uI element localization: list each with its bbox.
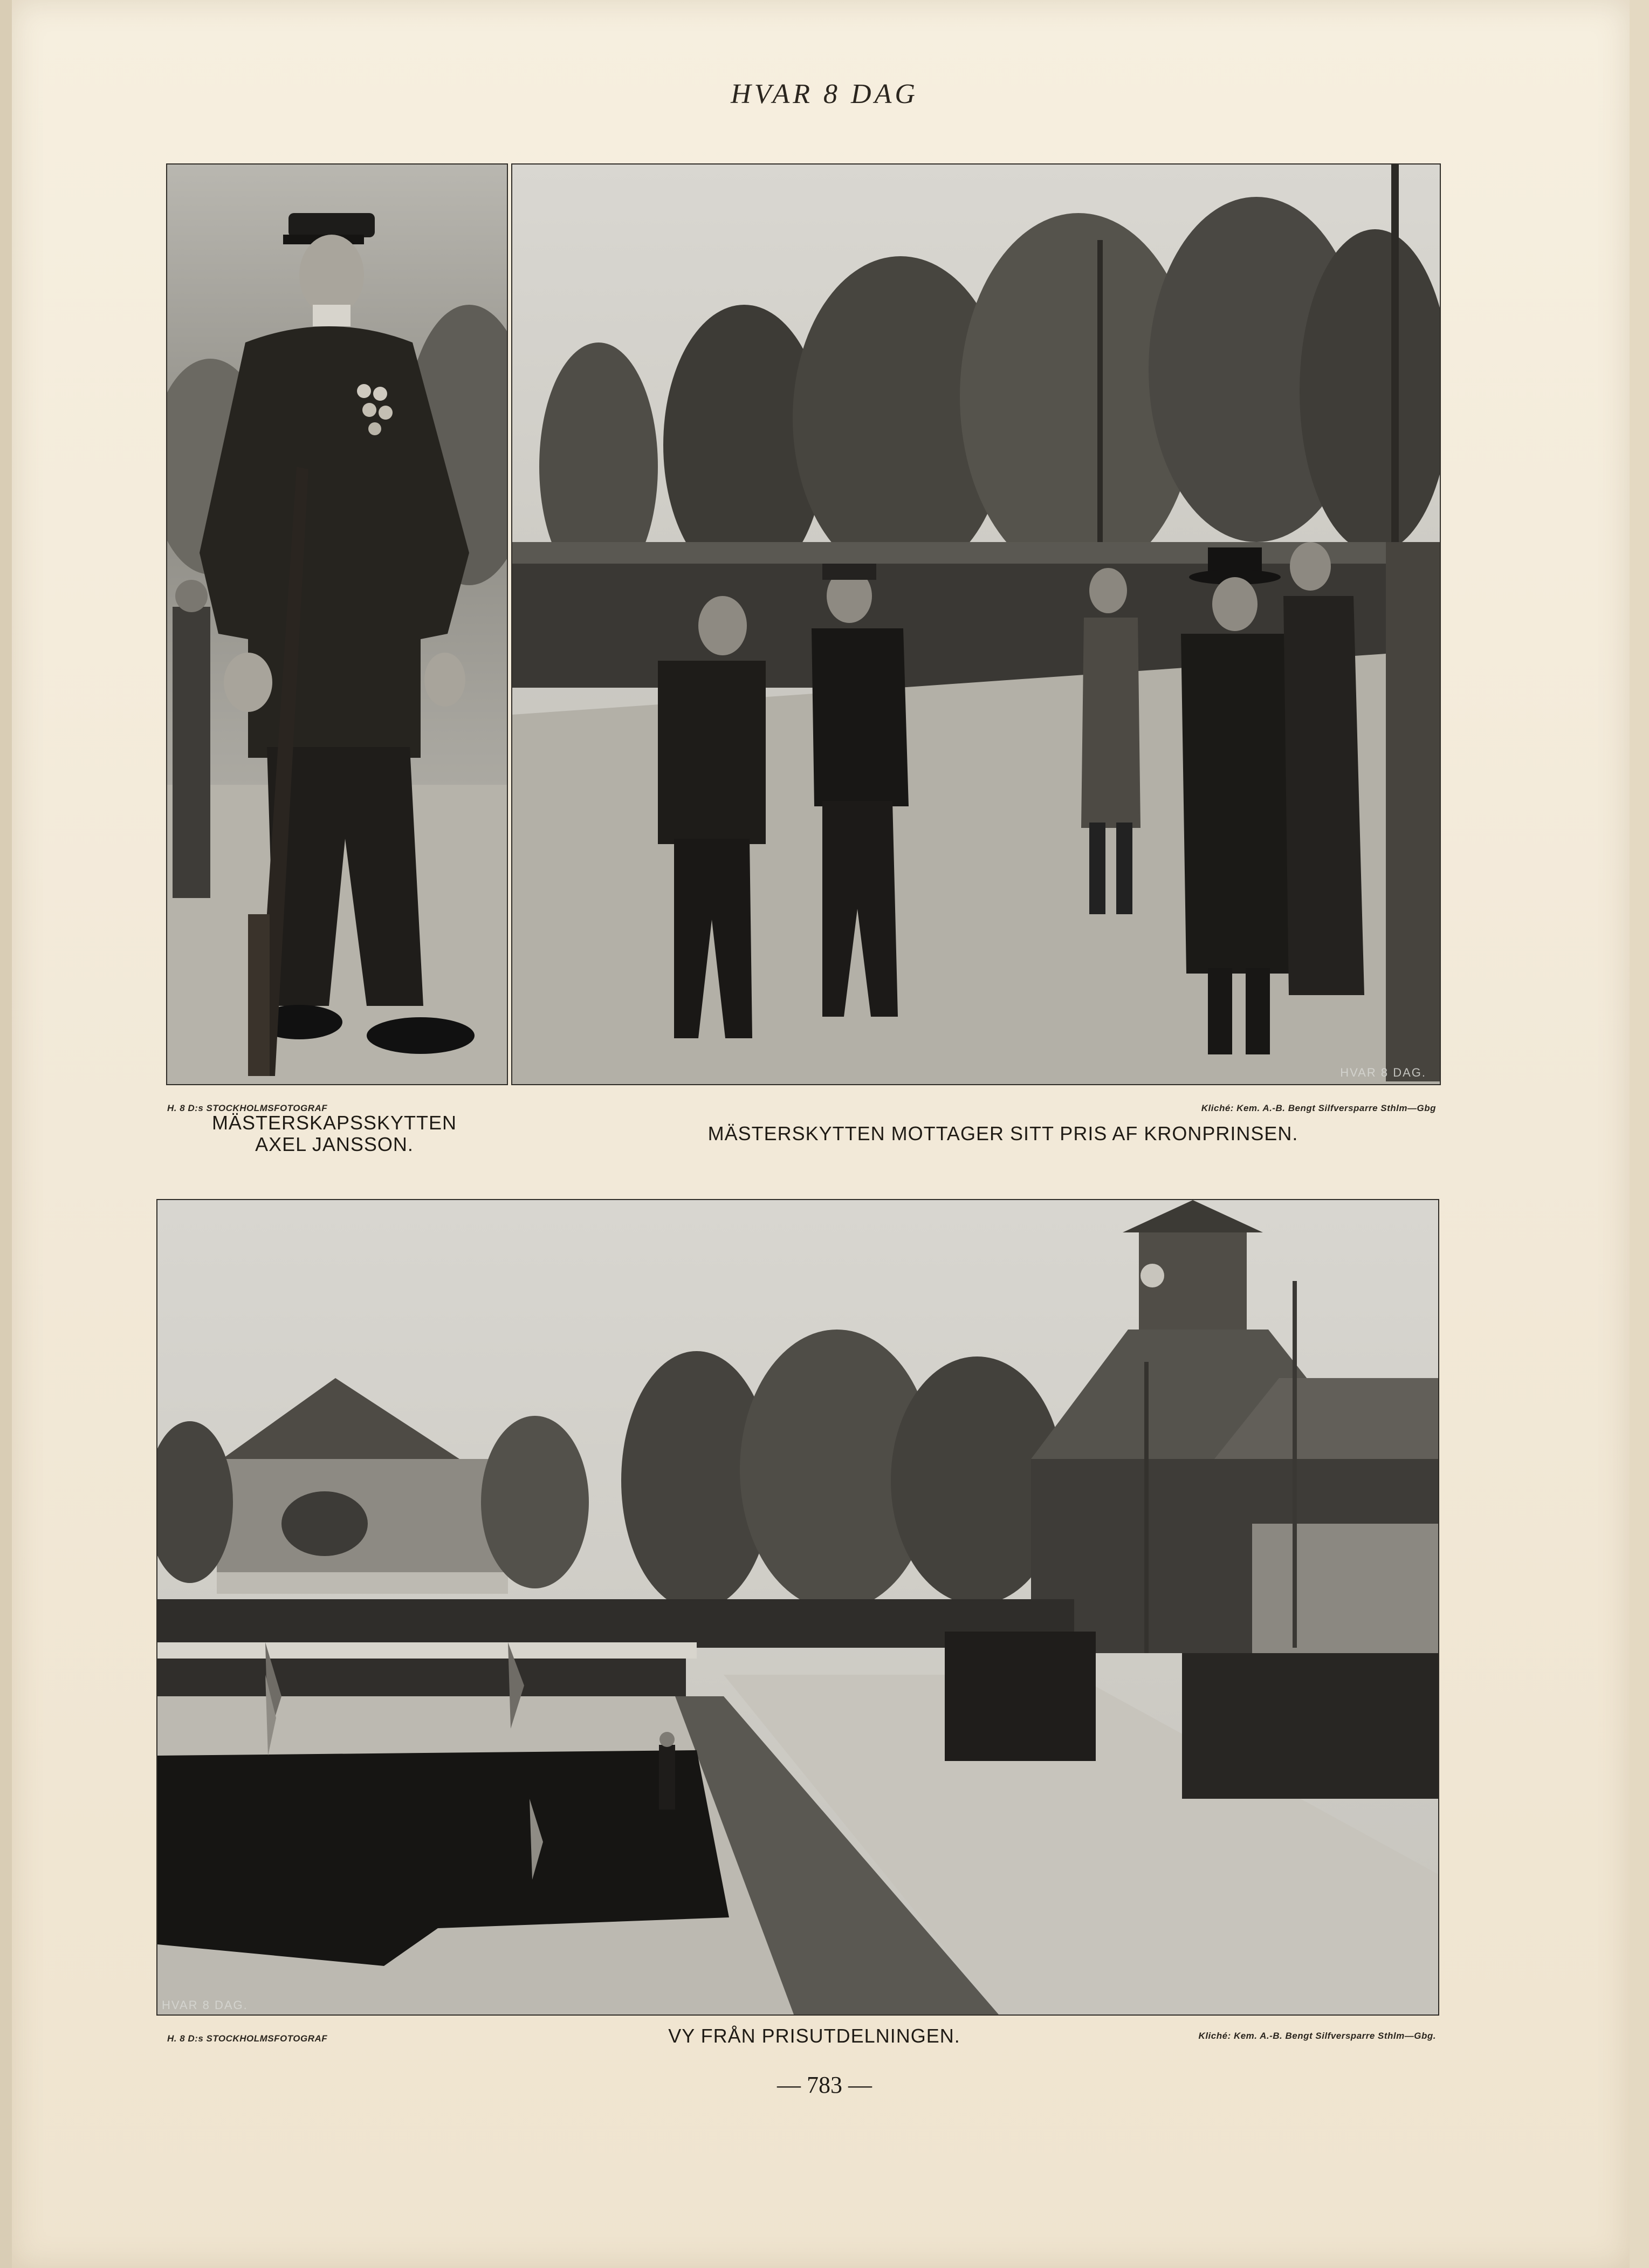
page-number: — 783 — <box>777 2072 872 2098</box>
page-edge-right <box>1630 0 1649 2268</box>
photo-prize-handover <box>512 165 1440 1084</box>
photo-marksman-portrait <box>167 165 507 1084</box>
caption-award-ceremony-view: VY FRÅN PRISUTDELNINGEN. <box>668 2025 960 2047</box>
photo-credit: H. 8 D:s STOCKHOLMSFOTOGRAF <box>167 2033 328 2044</box>
photo-credit: H. 8 D:s STOCKHOLMSFOTOGRAF <box>167 1103 328 1113</box>
photo-watermark: HVAR 8 DAG. <box>1340 1066 1426 1079</box>
caption-prize-handover: MÄSTERSKYTTEN MOTTAGER SITT PRIS AF KRONPRINSEN. <box>707 1122 1298 1145</box>
caption-marksman-name <box>156 1112 512 1155</box>
page-edge-left <box>0 0 12 2268</box>
photo-watermark: HVAR 8 DAG. <box>162 1998 248 2012</box>
photo-credit: Kliché: Kem. A.-B. Bengt Silfversparre Sthlm—Gbg. <box>1198 2031 1436 2041</box>
caption-line-1: MÄSTERSKAPSSKYTTEN <box>211 1112 457 1134</box>
photo-award-ceremony-view <box>157 1200 1438 2015</box>
running-head: HVAR 8 DAG <box>731 79 918 109</box>
photo-credit: Kliché: Kem. A.-B. Bengt Silfversparre Sthlm—Gbg <box>1201 1103 1436 1113</box>
caption-line-2: AXEL JANSSON. <box>255 1133 414 1155</box>
